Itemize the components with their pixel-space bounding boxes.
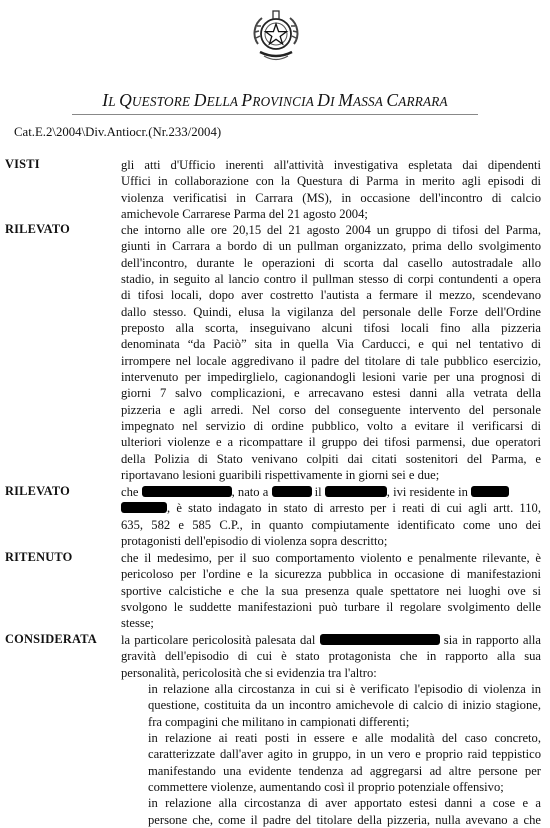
redaction-block: [471, 486, 509, 497]
redacted-line: la particolare pericolosità palesata dal sia in rapporto alla: [121, 633, 541, 647]
title-divider: [72, 114, 478, 115]
redaction-block: [142, 486, 232, 497]
section-text: gli atti d'Ufficio inerenti all'attività investigativa espletata dai dipendenti Uffici in collaborazione con la Questura di Parma in merito agli episodi di violenza verificatisi in Carrara (MS), in occasione dell'incontro di calcio amichevole Carrarese Parma del 21 agosto 2004;: [121, 158, 541, 222]
redaction-block: [320, 634, 440, 645]
section-text: che il medesimo, per il suo comportamento violento e penalmente rilevante, è pericoloso per l'ordine e la sicurezza pubblica in occasione di manifestazioni sportive calcistiche e che la sua presenza quale spettatore nei luoghi ove si svolgono le suddette manifestazioni può turbare il regolare svolgimento delle stesse;: [121, 551, 541, 631]
section-label: RILEVATO: [5, 484, 70, 498]
redaction-block: [121, 502, 167, 513]
section-label: CONSIDERATA: [5, 632, 97, 646]
section-text: la particolare pericolosità palesata dal sia in rapporto alla gravità dell'episodio di cui è stato protagonista che in rapporto alla sua personalità, pericolosità che si evidenzia tra l'altro: in relazione alla circostanza in cui si è verificato l'episodio di violenza in questione, costituita da un incontro amichevole di calcio di inizio stagione, fra compagini che militano in campionati differenti; in relazione ai reati posti in essere e alle modalità del caso concreto, caratterizzate dall'aver agito in gruppo, in un vero e proprio raid teppistico manifestando una evidente tendenza ad aggregarsi ad altre persone per commettere violenze, aumentando così il proprio potenziale offensivo; in relazione alla circostanza di aver apportato estesi danni a cose e a persone che, come il padre del titolare della pizzeria, nulla avevano a che: [121, 633, 541, 827]
reference-number: Cat.E.2\2004\Div.Antiocr.(Nr.233/2004): [14, 125, 222, 139]
section-text: che intorno alle ore 20,15 del 21 agosto 2004 un gruppo di tifosi del Parma, giunti in Carrara a bordo di un pullman organizzato, prima dello svolgimento dell'incontro, durante le operazioni di scorta dal casello autostradale allo stadio, in seguito al lancio contro il pullman stesso di corpi contundenti a opera di tifosi locali, dopo aver costretto l'autista a fermare il mezzo, scendevano dallo stesso. Quindi, elusa la vigilanza del personale delle Forze dell'Ordine preposto alla scorta, inseguivano alcuni tifosi locali fino alla pizzeria denominata “da Paciò” sita in quella Via Carducci, e qui nel tentativo di irrompere nel locale aggredivano il padre del titolare di tale pubblico esercizio, intervenuto per impedirglielo, cagionandogli lesioni varie per una prognosi di giorni 7 salvo complicazioni, e arrecavano estesi danni alla vetrata della pizzeria e agli arredi. Nel corso del conseguente intervento del personale impegnato nel servizio di ordine pubblico, volto a evitare il verificarsi di ulteriori violenze e a ricompattare il gruppo dei tifosi parmensi, due operatori della Polizia di Stato venivano colpiti dai citati sostenitori del Parma, e riportavano lesioni guaribili rispettivamente in giorni sei e due;: [121, 223, 541, 483]
section-label: VISTI: [5, 157, 40, 171]
page-title: IL QUESTORE DELLA PROVINCIA DI MASSA CARRARA: [102, 90, 448, 110]
section-label: RITENUTO: [5, 550, 73, 564]
redacted-line: , è stato indagato in stato di arresto per i reati di cui agli artt. 110,: [121, 500, 541, 516]
redaction-block: [272, 486, 312, 497]
section-label: RILEVATO: [5, 222, 70, 236]
italian-republic-emblem-icon: [250, 8, 302, 66]
redacted-line: che , nato a il , ivi residente in: [121, 484, 541, 500]
section-text: che , nato a il , ivi residente in , è stato indagato in stato di arresto per i reati di cui agli artt. 110, 635, 582 e 585 C.P., in quanto compiutamente identificato come uno dei protagonisti dell'episodio di violenza sopra descritto;: [121, 485, 541, 549]
redaction-block: [325, 486, 387, 497]
